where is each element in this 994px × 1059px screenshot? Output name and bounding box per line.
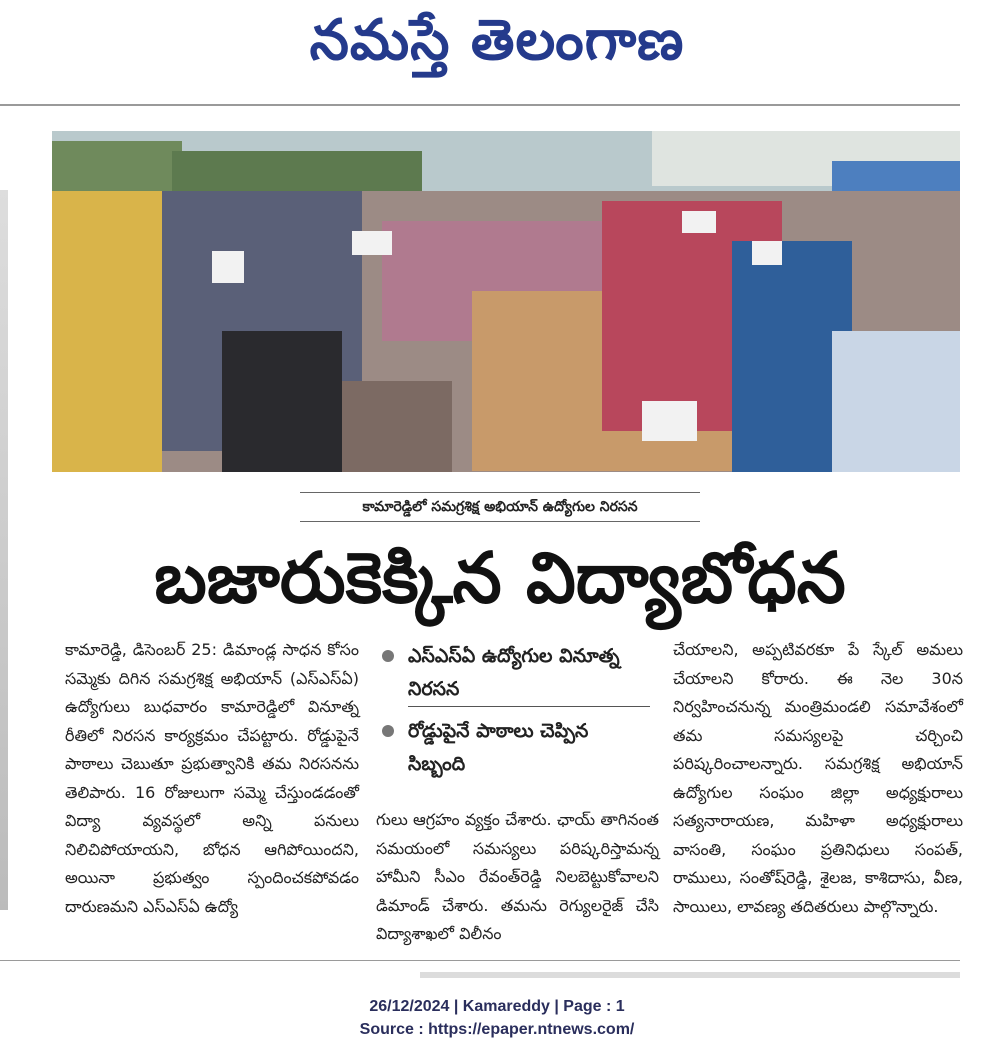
article-kicker: కామారెడ్డిలో సమగ్రశిక్ష అభియాన్ ఉద్యోగుల నిరసన [300,492,700,522]
bottom-shade-bar [420,972,960,978]
article-column-3 [673,636,963,921]
column-2-text: గులు ఆగ్రహం వ్యక్తం చేశారు. ఛాయ్ తాగినంత సమయంలో సమస్యలు పరిష్కరిస్తామన్న హామీని సీఎం రేవంత్‌రెడ్డి నిలబెట్టుకోవాలని డిమాండ్ చేశారు. తమను రెగ్యులరైజ్ చేసి విద్యాశాఖలో విలీనం [376,810,659,943]
highlight-item [380,640,650,707]
bottom-divider [0,960,960,961]
column-1-text: కామారెడ్డి, డిసెంబర్ 25: డిమాండ్ల సాధన కోసం సమ్మెకు దిగిన సమగ్రశిక్ష అభియాన్ (ఎస్ఎస్ఏ) ఉద్యోగులు బుధవారం కామారెడ్డిలో వినూత్న రీతిలో నిరసన కార్యక్రమం చేపట్టారు. రోడ్డుపైనే పాఠాలు చెబుతూ ప్రభుత్వానికి తమ నిరసనను తెలిపారు. 16 రోజులుగా సమ్మె చేస్తుండడంతో విద్యా వ్యవస్థలో అన్ని పనులు నిలిచిపోయాయని, బోధన ఆగిపోయిందని, అయినా ప్రభుత్వం స్పందించకపోవడం దారుణమని ఎస్ఎస్ఏ ఉద్యో [65,640,359,916]
article-headline: బజారుకెక్కిన విద్యాబోధన [154,537,846,619]
footer-date-line: 26/12/2024 | Kamareddy | Page : 1 [369,998,625,1015]
left-edge-strip [0,190,8,910]
column-3-text: చేయాలని, అప్పటివరకూ పే స్కేల్ అమలు చేయాలని కోరారు. ఈ నెల 30న నిర్వహించనున్న మంత్రిమండలి సమావేశంలో తమ సమస్యలపై చర్చించి పరిష్కరించాలన్నారు. సమగ్రశిక్ష అభియాన్ ఉద్యోగుల సంఘం జిల్లా అధ్యక్షురాలు సత్యనారాయణ, మహిళా అధ్యక్షురాలు వాసంతి, సంఘం ప్రతినిధులు సంపత్, రాములు, సంతోష్‌రెడ్డి, శైలజ, కాశిదాసు, వీణ, సాయిలు, లావణ్య తదితరులు పాల్గొన్నారు. [673,640,963,916]
masthead-divider [0,104,960,106]
masthead [0,0,994,104]
highlight-text: ఎస్ఎస్ఏ ఉద్యోగుల వినూత్న నిరసన [408,640,650,707]
highlight-item [380,715,650,781]
article-column-1 [65,636,359,921]
footer-source-line: Source : https://epaper.ntnews.com/ [359,1021,635,1038]
newspaper-title: నమస్తే తెలంగాణ [309,8,685,73]
protest-photo [52,131,960,472]
page-footer [0,995,994,1041]
bullet-icon [382,725,394,737]
highlight-text: రోడ్డుపైనే పాఠాలు చెప్పిన సిబ్బంది [408,720,589,775]
article-column-2 [376,806,659,949]
bullet-icon [382,650,394,662]
highlights-box [380,640,650,789]
